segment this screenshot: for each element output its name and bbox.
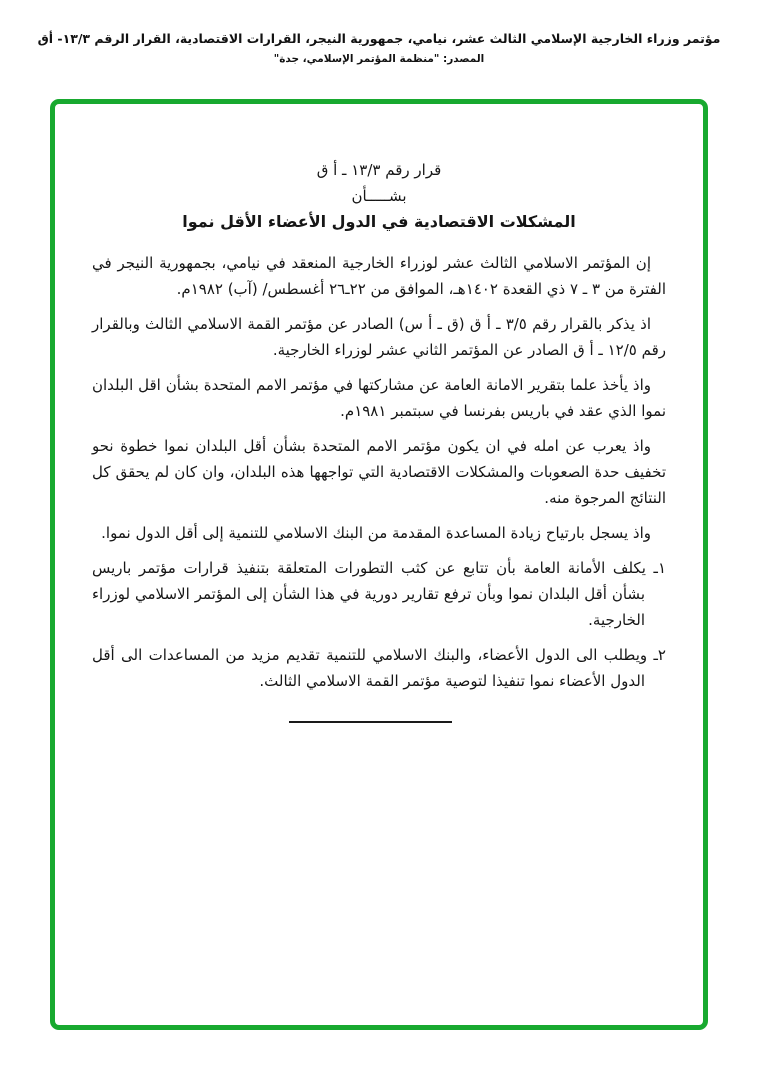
item-number: ١ـ: [653, 559, 666, 577]
operative-item-1: [92, 555, 666, 633]
document-content: [55, 104, 703, 723]
page-header: [0, 31, 758, 65]
end-divider-line: [289, 721, 452, 723]
header-citation: مؤتمر وزراء الخارجية الإسلامي الثالث عشر، نيامي، جمهورية النيجر، القرارات الاقتصادية، القرار الرقم ١٣/٣- أق: [37, 31, 721, 46]
item-number: ٢ـ: [653, 646, 666, 664]
document-green-border: [50, 99, 708, 1030]
paragraph-preamble-1: إن المؤتمر الاسلامي الثالث عشر لوزراء الخارجية المنعقد في نيامي، بجمهورية النيجر في الفترة من ٣ ـ ٧ ذي القعدة ١٤٠٢هـ، الموافق من ٢٢ـ٢٦ أغسطس/ (آب) ١٩٨٢م.: [92, 254, 666, 298]
resolution-subject: المشكلات الاقتصادية في الدول الأعضاء الأقل نموا: [182, 212, 576, 231]
header-source: المصدر: "منظمة المؤتمر الإسلامي، جدة": [273, 53, 485, 65]
paragraph-preamble-3: واذ يأخذ علما بتقرير الامانة العامة عن مشاركتها في مؤتمر الامم المتحدة بشأن اقل البلدان نموا الذي عقد في باريس بفرنسا في سبتمبر ١٩٨١م.: [92, 376, 666, 420]
paragraph-preamble-5: واذ يسجل بارتياح زيادة المساعدة المقدمة من البنك الاسلامي للتنمية إلى أقل الدول نموا.: [101, 524, 651, 542]
resolution-title-block: [92, 161, 666, 231]
paragraph-preamble-2: اذ يذكر بالقرار رقم ٣/٥ ـ أ ق (ق ـ أ س) الصادر عن مؤتمر القمة الاسلامي الثالث وبالقرار رقم ١٢/٥ ـ أ ق الصادر عن المؤتمر الثاني عشر لوزراء الخارجية.: [92, 315, 666, 359]
item-text: يكلف الأمانة العامة بأن تتابع عن كثب التطورات المتعلقة بتنفيذ قرارات مؤتمر باريس بشأن أقل البلدان نموا وبأن ترفع تقارير دورية في هذا الشأن إلى المؤتمر الاسلامي لوزراء الخارجية.: [92, 559, 646, 629]
resolution-regarding: بشـــــأن: [351, 187, 407, 205]
resolution-body: [92, 250, 666, 723]
operative-item-2: [92, 642, 666, 694]
paragraph-preamble-4: واذ يعرب عن امله في ان يكون مؤتمر الامم المتحدة بشأن أقل البلدان نموا خطوة نحو تخفيف حدة الصعوبات والمشكلات الاقتصادية التي تواجهها هذه البلدان، وان كان لم يحقق كل النتائج المرجوة منه.: [92, 437, 666, 507]
resolution-number: قرار رقم ١٣/٣ ـ أ ق: [316, 161, 442, 179]
item-text: ويطلب الى الدول الأعضاء، والبنك الاسلامي للتنمية تقديم مزيد من المساعدات الى أقل الدول الأعضاء نموا تنفيذا لتوصية مؤتمر القمة الاسلامي الثالث.: [92, 646, 648, 690]
